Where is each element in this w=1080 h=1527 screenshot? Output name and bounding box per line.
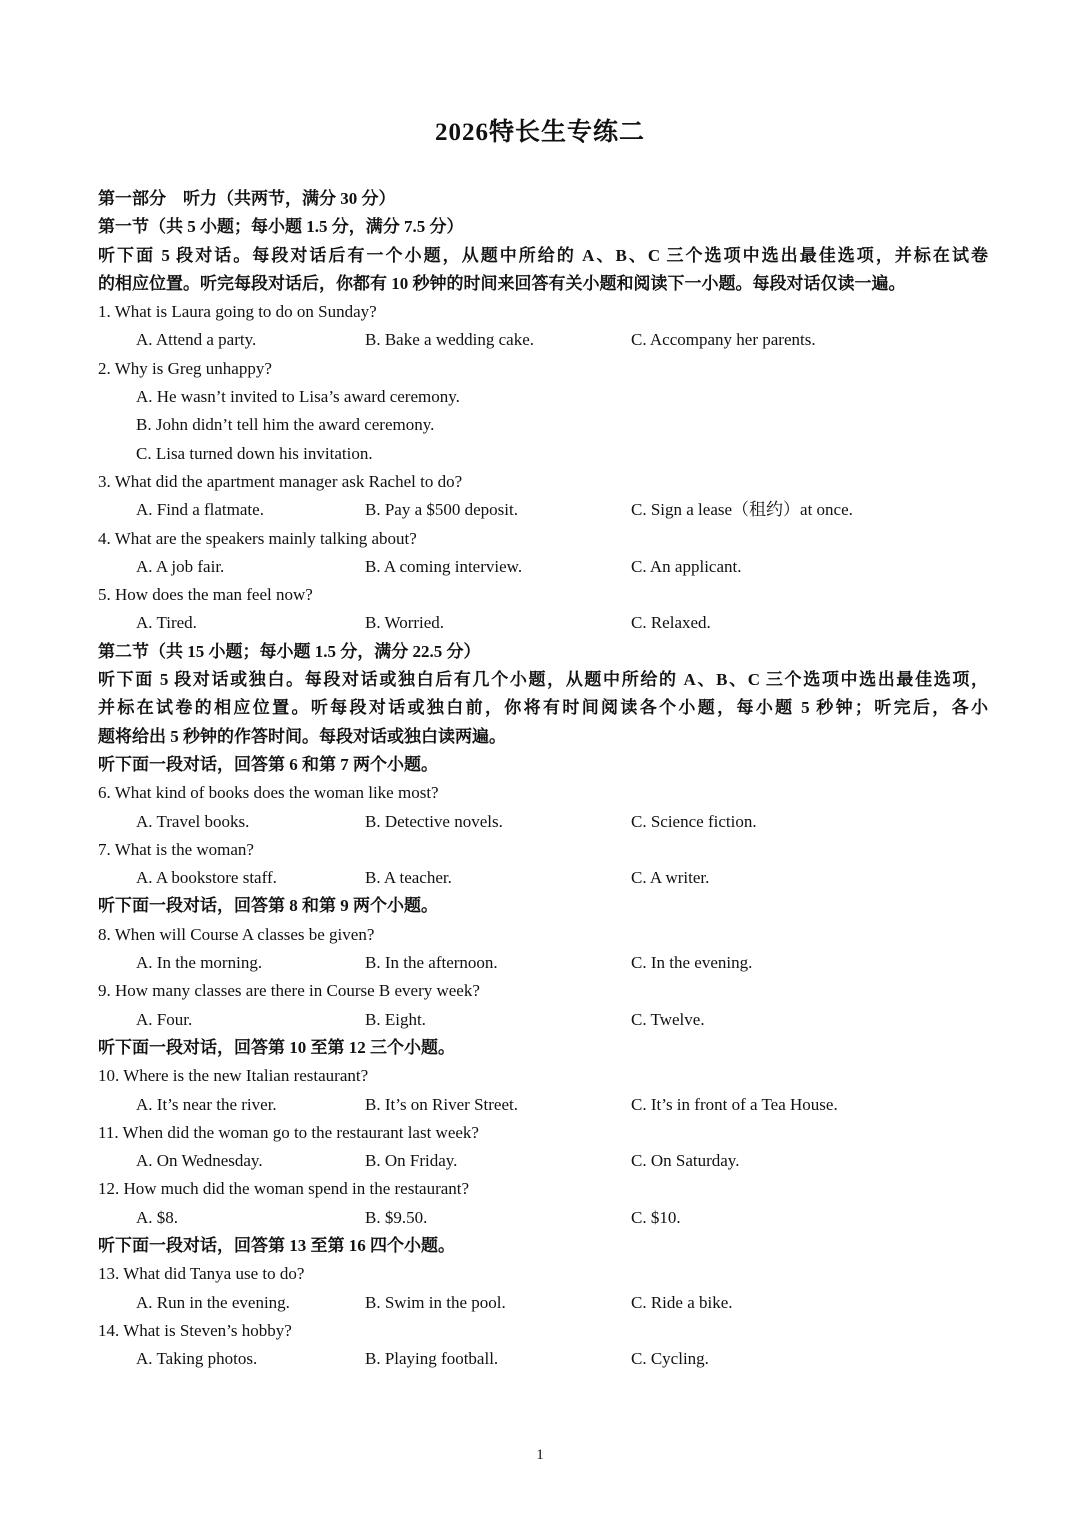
question-3: 3. What did the apartment manager ask Rachel to do?	[98, 471, 463, 491]
question-4-options	[98, 553, 988, 581]
question-5-options	[98, 609, 988, 637]
option-b: B. Bake a wedding cake.	[365, 330, 534, 350]
listening-section	[98, 185, 988, 1373]
part1-heading: 第一部分 听力（共两节，满分 30 分）	[98, 189, 396, 208]
question-5: 5. How does the man feel now?	[98, 585, 313, 605]
section1-instruction-line2: 的相应位置。听完每段对话后，你都有 10 秒钟的时间来回答有关小题和阅读下一小题。每段对话仅读一遍。	[98, 273, 906, 293]
question-3-options	[98, 496, 988, 524]
option-a: A. A bookstore staff.	[136, 868, 277, 888]
option-b: B. A teacher.	[365, 868, 452, 888]
question-2: 2. Why is Greg unhappy?	[98, 358, 272, 378]
question-6: 6. What kind of books does the woman like most?	[98, 783, 439, 803]
section2-instruction-line3: 题将给出 5 秒钟的作答时间。每段对话或独白读两遍。	[98, 726, 506, 746]
page-number: 1	[536, 1447, 544, 1463]
question-11: 11. When did the woman go to the restaurant last week?	[98, 1122, 479, 1142]
option-c: C. Science fiction.	[631, 811, 757, 831]
question-7: 7. What is the woman?	[98, 839, 254, 859]
section2-instruction-line2: 并标在试卷的相应位置。听每段对话或独白前，你将有时间阅读各个小题，每小题 5 秒钟；听完后，各小	[98, 698, 988, 718]
option-c: C. On Saturday.	[631, 1151, 740, 1171]
question-8-options	[98, 949, 988, 977]
option-a: A. Run in the evening.	[136, 1292, 290, 1312]
option-b: B. On Friday.	[365, 1151, 458, 1171]
option-c: C. An applicant.	[631, 556, 742, 576]
option-a: A. Four.	[136, 1009, 193, 1029]
option-a: A. Tired.	[136, 613, 197, 633]
option-c: C. Accompany her parents.	[631, 330, 816, 350]
option-b: B. $9.50.	[365, 1207, 428, 1227]
option-c: C. A writer.	[631, 868, 710, 888]
question-1: 1. What is Laura going to do on Sunday?	[98, 302, 377, 322]
option-c: C. Cycling.	[631, 1349, 709, 1369]
question-4: 4. What are the speakers mainly talking about?	[98, 528, 417, 548]
question-9-options	[98, 1006, 988, 1034]
group-heading: 听下面一段对话，回答第 8 和第 9 两个小题。	[98, 896, 438, 916]
question-14: 14. What is Steven’s hobby?	[98, 1320, 292, 1340]
group-heading: 听下面一段对话，回答第 6 和第 7 两个小题。	[98, 754, 438, 774]
section2-heading: 第二节（共 15 小题；每小题 1.5 分，满分 22.5 分）	[98, 641, 481, 661]
option-c: C. Lisa turned down his invitation.	[136, 443, 373, 463]
option-a: A. Find a flatmate.	[136, 500, 264, 520]
option-a: A. A job fair.	[136, 556, 225, 576]
option-b: B. Playing football.	[365, 1349, 499, 1369]
option-a: A. It’s near the river.	[136, 1094, 277, 1114]
question-12: 12. How much did the woman spend in the restaurant?	[98, 1179, 470, 1199]
question-6-options	[98, 808, 988, 836]
option-a: A. Travel books.	[136, 811, 250, 831]
option-c: C. It’s in front of a Tea House.	[631, 1094, 838, 1114]
option-c: C. Relaxed.	[631, 613, 711, 633]
question-8: 8. When will Course A classes be given?	[98, 924, 375, 944]
question-7-options	[98, 864, 988, 892]
option-c: C. $10.	[631, 1207, 681, 1227]
question-13-options	[98, 1289, 988, 1317]
option-a: A. In the morning.	[136, 953, 263, 973]
question-1-options	[98, 326, 988, 354]
question-10-options	[98, 1091, 988, 1119]
option-c: C. Sign a lease（租约）at once.	[631, 500, 853, 520]
section1-heading: 第一节（共 5 小题；每小题 1.5 分，满分 7.5 分）	[98, 217, 464, 237]
option-b: B. Pay a $500 deposit.	[365, 500, 518, 520]
section2-instruction-line1: 听下面 5 段对话或独白。每段对话或独白后有几个小题，从题中所给的 A、B、C 三个选项中选出最佳选项，	[98, 670, 988, 690]
option-b: B. Worried.	[365, 613, 445, 633]
question-11-options	[98, 1147, 988, 1175]
group-heading: 听下面一段对话，回答第 10 至第 12 三个小题。	[98, 1037, 455, 1057]
option-a: A. Attend a party.	[136, 330, 257, 350]
group-heading: 听下面一段对话，回答第 13 至第 16 四个小题。	[98, 1235, 455, 1255]
option-c: C. Ride a bike.	[631, 1292, 733, 1312]
option-b: B. Eight.	[365, 1009, 426, 1029]
option-c: C. In the evening.	[631, 953, 753, 973]
option-b: B. John didn’t tell him the award ceremony.	[136, 415, 435, 435]
option-b: B. It’s on River Street.	[365, 1094, 518, 1114]
option-a: A. On Wednesday.	[136, 1151, 263, 1171]
option-a: A. Taking photos.	[136, 1349, 258, 1369]
option-b: B. In the afternoon.	[365, 953, 498, 973]
page-title: 2026特长生专练二	[434, 119, 645, 146]
option-c: C. Twelve.	[631, 1009, 705, 1029]
option-b: B. A coming interview.	[365, 556, 523, 576]
option-b: B. Detective novels.	[365, 811, 503, 831]
option-a: A. $8.	[136, 1207, 179, 1227]
question-9: 9. How many classes are there in Course B every week?	[98, 981, 480, 1001]
option-b: B. Swim in the pool.	[365, 1292, 506, 1312]
question-14-options	[98, 1345, 988, 1373]
option-a: A. He wasn’t invited to Lisa’s award ceremony.	[136, 387, 460, 407]
section1-instruction-line1: 听下面 5 段对话。每段对话后有一个小题，从题中所给的 A、B、C 三个选项中选出最佳选项，并标在试卷	[98, 245, 988, 265]
question-10: 10. Where is the new Italian restaurant?	[98, 1066, 369, 1086]
question-12-options	[98, 1204, 988, 1232]
question-13: 13. What did Tanya use to do?	[98, 1264, 305, 1284]
